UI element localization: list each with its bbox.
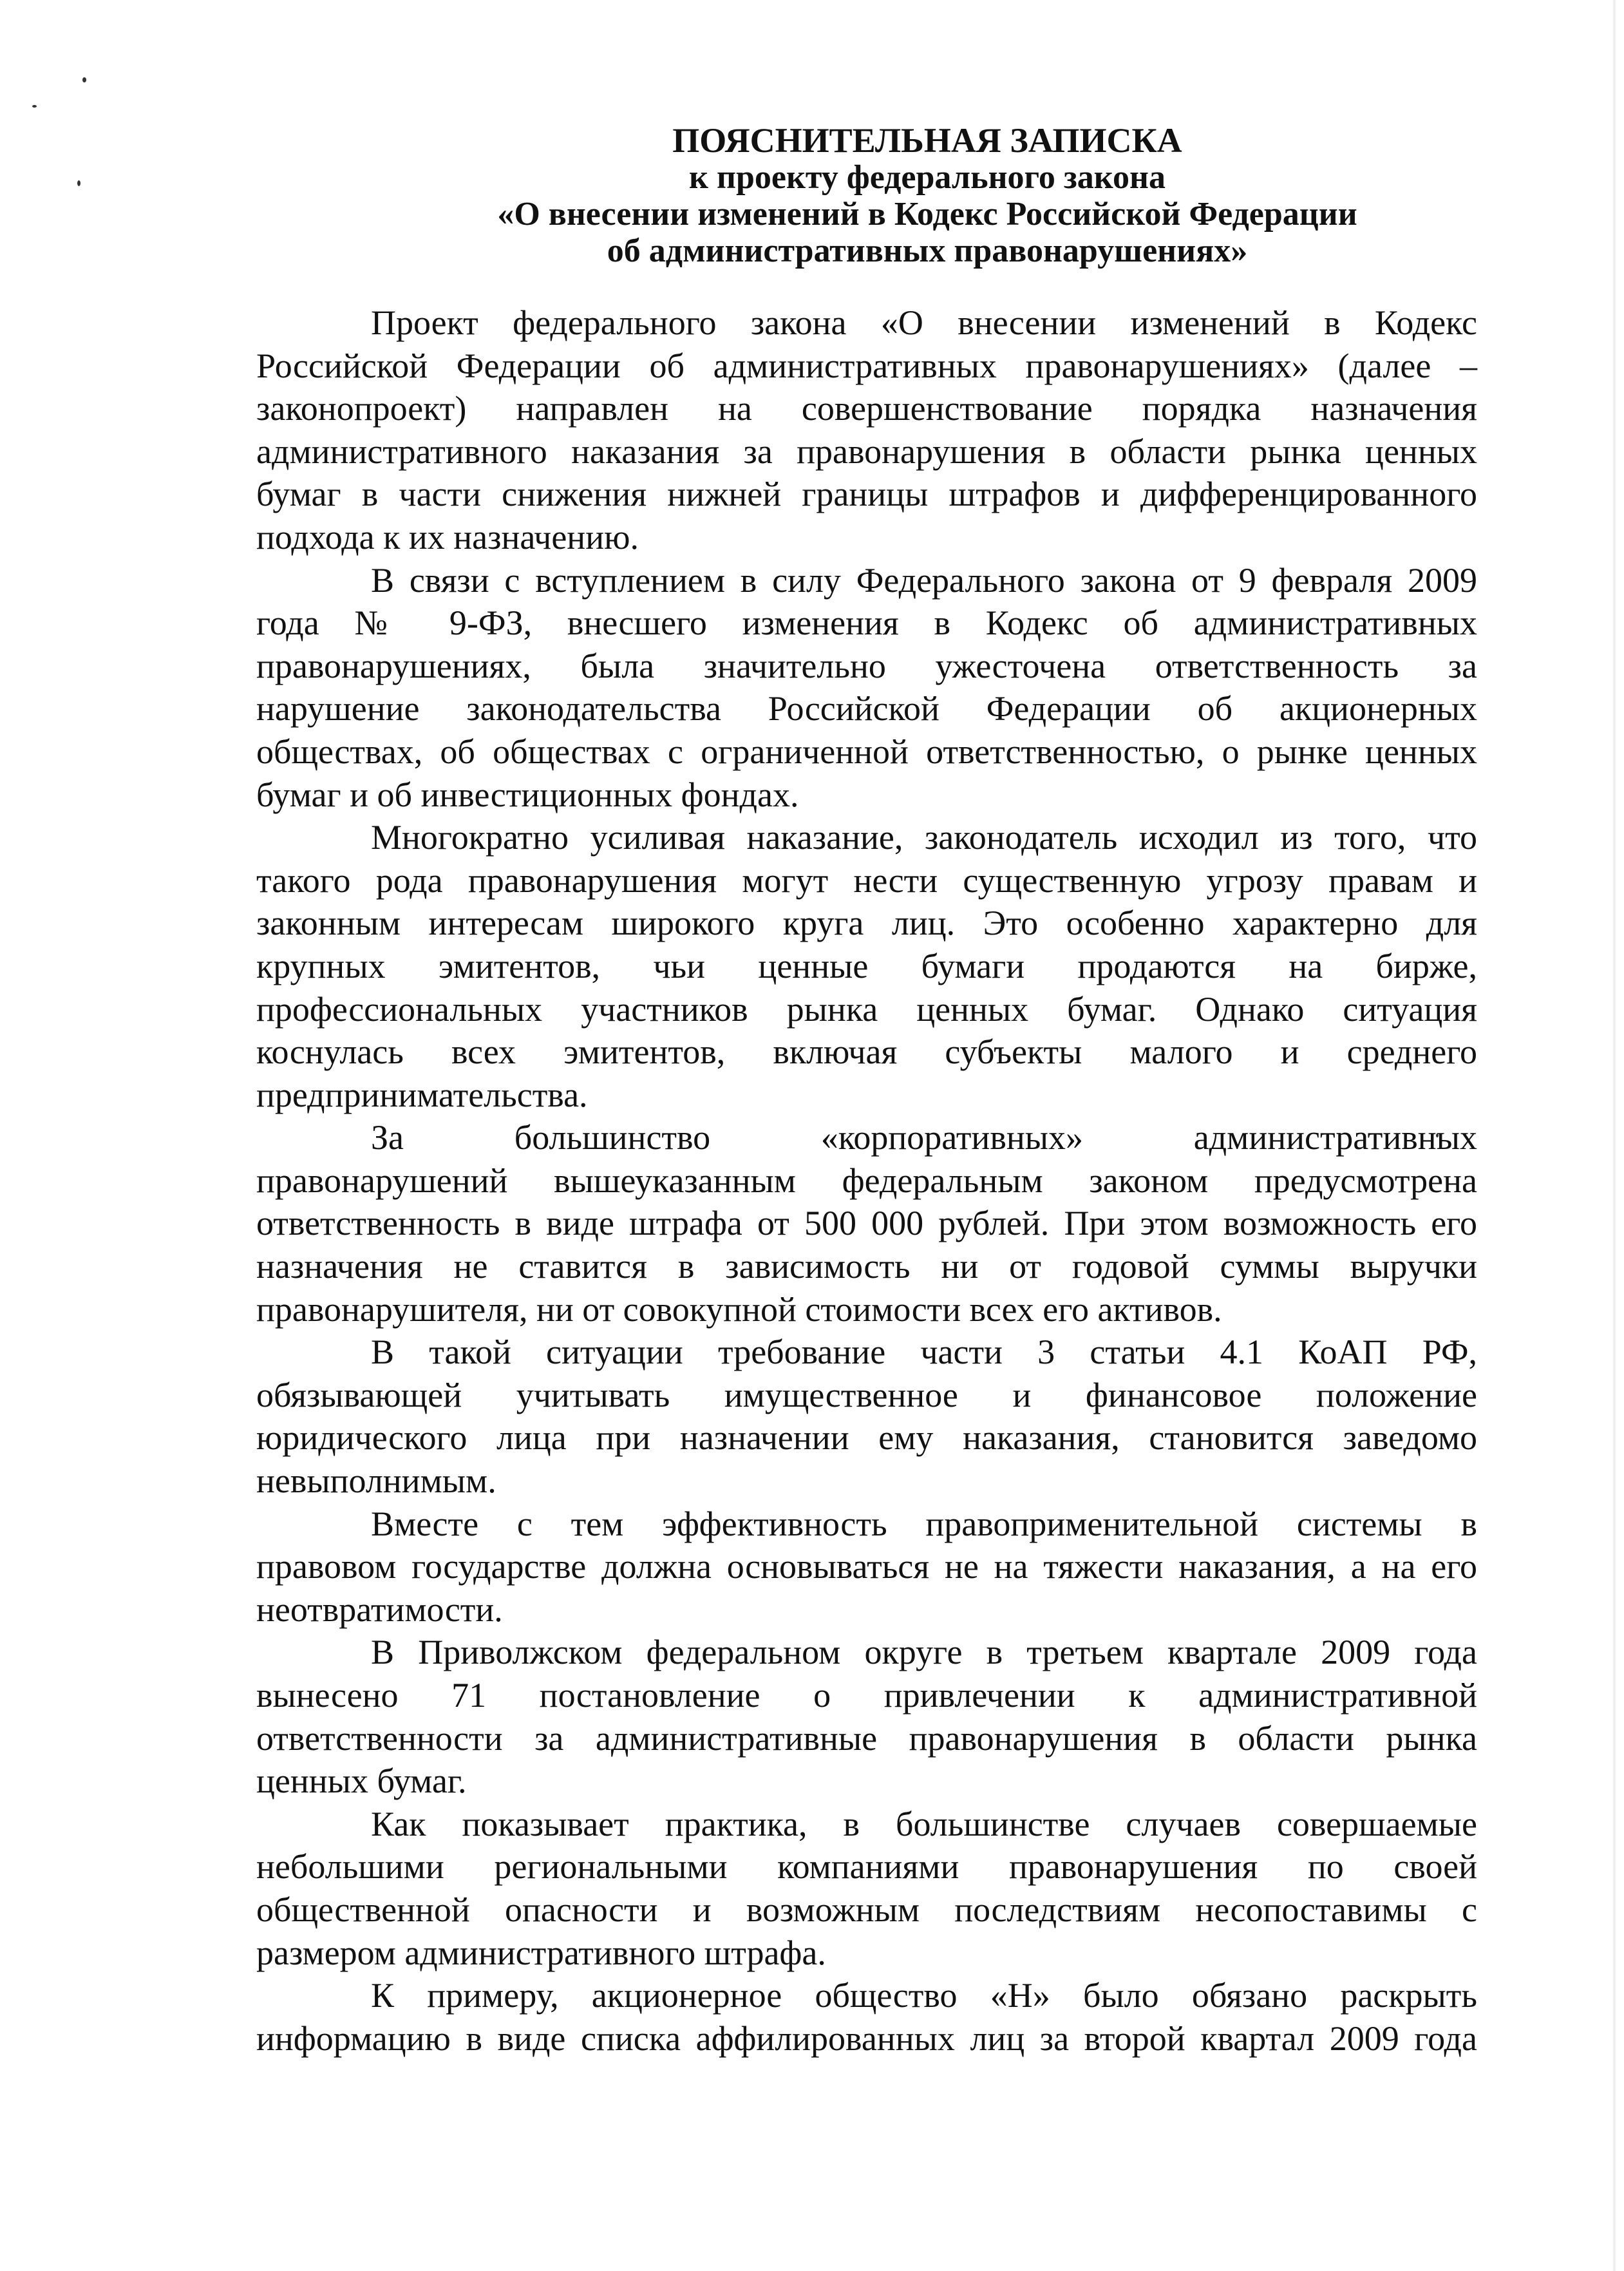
document-subtitle: «О внесении изменений в Кодекс Российской Федерации <box>497 196 1357 233</box>
document-title: ПОЯСНИТЕЛЬНАЯ ЗАПИСКА <box>672 121 1182 160</box>
paragraph-line: ответственности за административные правонарушения в области рынка <box>256 1718 1477 1758</box>
paragraph <box>256 301 1477 559</box>
paragraph-line: невыполнимым. <box>256 1461 496 1501</box>
scan-speck <box>32 105 37 108</box>
paragraph-line: За большинство «корпоративных» административных <box>371 1118 1477 1157</box>
paragraph-line: правонарушителя, ни от совокупной стоимости всех его активов. <box>256 1289 1222 1329</box>
paragraph <box>256 1631 1477 1802</box>
scan-edge-shadow <box>1612 0 1616 2271</box>
paragraph-line: законным интересам широкого круга лиц. Это особенно характерно для <box>256 904 1477 943</box>
document-subtitle: об административных правонарушениях» <box>607 233 1248 269</box>
paragraph <box>256 1974 1477 2060</box>
paragraph-line: правонарушений вышеуказанным федеральным законом предусмотрена <box>256 1161 1477 1200</box>
paragraph-line: юридического лица при назначении ему наказания, становится заведомо <box>256 1418 1477 1458</box>
scan-speck <box>77 180 80 186</box>
paragraph <box>256 559 1477 817</box>
paragraph-line: К примеру, акционерное общество «Н» было обязано раскрыть <box>371 1976 1477 2015</box>
paragraph-line: крупных эмитентов, чьи ценные бумаги продаются на бирже, <box>256 946 1477 985</box>
paragraph-line: года № 9-ФЗ, внесшего изменения в Кодекс об административных <box>256 603 1477 643</box>
document-body <box>256 301 1477 2060</box>
document-subtitle: к проекту федерального закона <box>689 159 1166 196</box>
paragraph-line: неотвратимости. <box>256 1590 503 1629</box>
paragraph-line: профессиональных участников рынка ценных бумаг. Однако ситуация <box>256 989 1477 1029</box>
paragraph-line: предпринимательства. <box>256 1075 588 1114</box>
paragraph-line: небольшими региональными компаниями правонарушения по своей <box>256 1847 1477 1886</box>
paragraph-line: Как показывает практика, в большинстве случаев совершаемые <box>371 1804 1477 1843</box>
paragraph-line: ответственность в виде штрафа от 500 000 рублей. При этом возможность его <box>256 1204 1477 1243</box>
paragraph-line: обязывающей учитывать имущественное и финансовое положение <box>256 1375 1477 1414</box>
paragraph-line: подхода к их назначению. <box>256 517 639 556</box>
paragraph <box>256 1331 1477 1502</box>
paragraph-line: административного наказания за правонарушения в области рынка ценных <box>256 432 1477 471</box>
paragraph <box>256 1803 1477 1974</box>
paragraph-line: бумаг и об инвестиционных фондах. <box>256 775 799 814</box>
paragraph <box>256 1116 1477 1331</box>
paragraph-line: В Приволжском федеральном округе в третьем квартале 2009 года <box>371 1633 1477 1672</box>
paragraph-line: Проект федерального закона «О внесении изменений в Кодекс <box>371 303 1477 342</box>
document-title-block <box>451 122 1404 269</box>
paragraph-line: ценных бумаг. <box>256 1762 467 1801</box>
paragraph-line: В связи с вступлением в силу Федерального закона от 9 февраля 2009 <box>371 560 1477 600</box>
paragraph-line: правовом государстве должна основываться не на тяжести наказания, а на его <box>256 1547 1477 1586</box>
paragraph-line: Многократно усиливая наказание, законодатель исходил из того, что <box>371 818 1477 857</box>
paragraph-line: размером административного штрафа. <box>256 1933 826 1972</box>
paragraph-line: назначения не ставится в зависимость ни от годовой суммы выручки <box>256 1247 1477 1286</box>
paragraph-line: общественной опасности и возможным последствиям несопоставимы с <box>256 1890 1477 1929</box>
scan-speck <box>82 77 86 82</box>
paragraph-line: бумаг в части снижения нижней границы штрафов и дифференцированного <box>256 475 1477 514</box>
paragraph-line: коснулась всех эмитентов, включая субъекты малого и среднего <box>256 1032 1477 1072</box>
paragraph-line: правонарушениях, была значительно ужесточена ответственность за <box>256 646 1477 685</box>
paragraph-line: такого рода правонарушения могут нести существенную угрозу правам и <box>256 860 1477 900</box>
paragraph-line: законопроект) направлен на совершенствование порядка назначения <box>256 389 1477 428</box>
paragraph-line: Российской Федерации об административных правонарушениях» (далее – <box>256 346 1477 385</box>
paragraph-line: Вместе с тем эффективность правоприменительной системы в <box>371 1504 1477 1543</box>
paragraph-line: обществах, об обществах с ограниченной ответственностью, о рынке ценных <box>256 732 1477 771</box>
paragraph-line: нарушение законодательства Российской Федерации об акционерных <box>256 689 1477 728</box>
paragraph-line: информацию в виде списка аффилированных лиц за второй квартал 2009 года <box>256 2019 1477 2058</box>
paragraph-line: вынесено 71 постановление о привлечении к административной <box>256 1676 1477 1715</box>
paragraph-line: В такой ситуации требование части 3 статьи 4.1 КоАП РФ, <box>371 1333 1477 1372</box>
paragraph <box>256 816 1477 1116</box>
paragraph <box>256 1503 1477 1631</box>
